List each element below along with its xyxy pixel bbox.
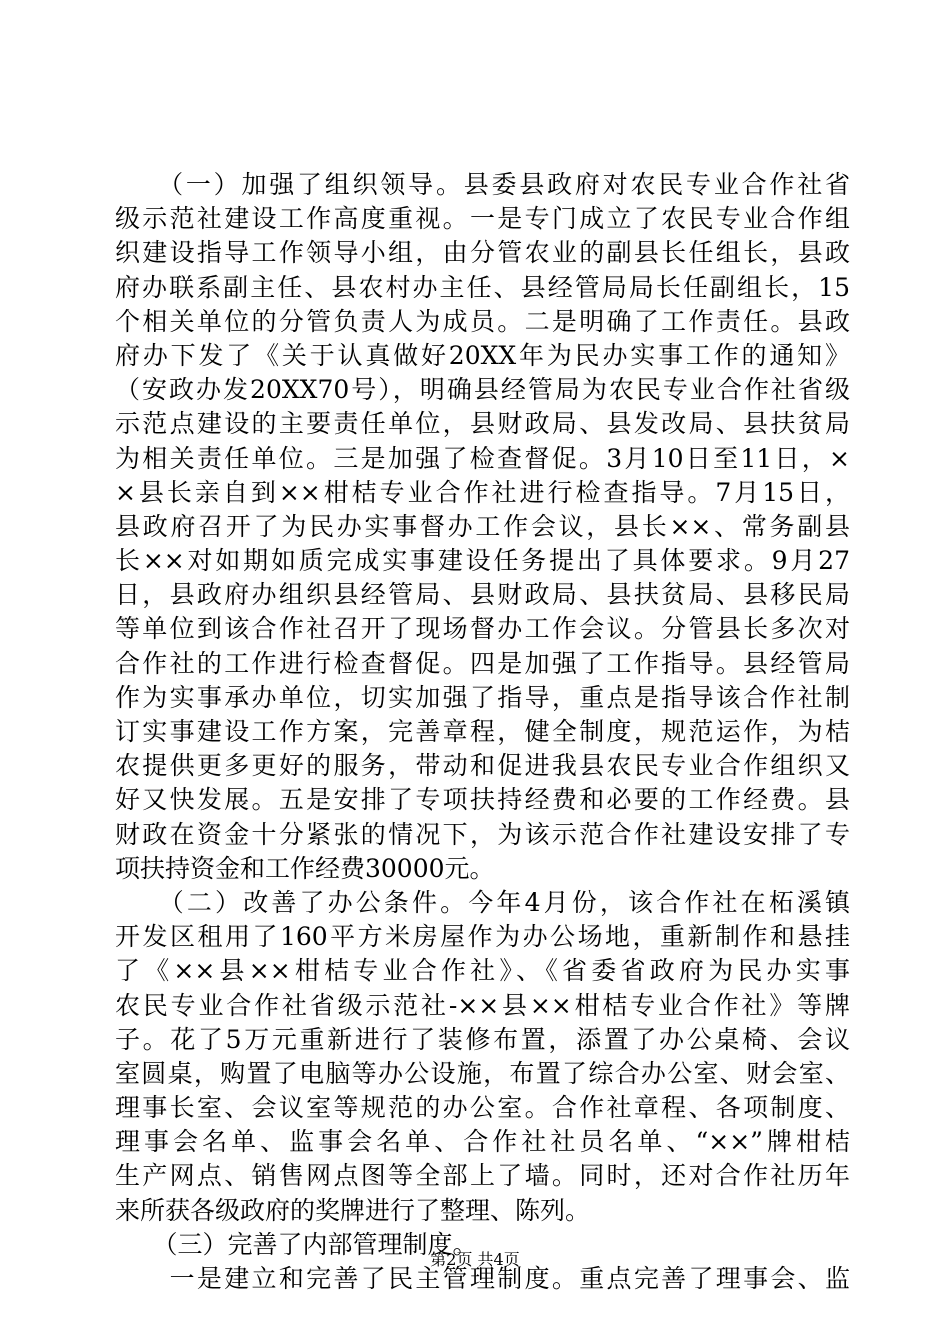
text-line: 理事会名单、监事会名单、合作社社员名单、“××”牌柑桔	[115, 1127, 850, 1157]
page-footer: 第2页 共4页	[430, 1250, 520, 1269]
text-line: 室圆桌，购置了电脑等办公设施，布置了综合办公室、财会室、	[115, 1058, 850, 1088]
text-line: 来所获各级政府的奖牌进行了整理、陈列。	[115, 1195, 591, 1225]
text-line: 日，县政府办组织县经管局、县财政局、县扶贫局、县移民局	[115, 580, 850, 610]
text-line: 了《××县××柑桔专业合作社》、《省委省政府为民办实事	[115, 956, 850, 986]
text-line: （三）完善了内部管理制度。	[115, 1229, 478, 1259]
text-line: 府办联系副主任、县农村办主任、县经管局局长任副组长，15	[115, 272, 850, 302]
text-line: 个相关单位的分管负责人为成员。二是明确了工作责任。县政	[115, 306, 850, 336]
text-line: 财政在资金十分紧张的情况下，为该示范合作社建设安排了专	[115, 819, 850, 849]
text-line: 级示范社建设工作高度重视。一是专门成立了农民专业合作组	[115, 204, 850, 234]
text-line: 为相关责任单位。三是加强了检查督促。3月10日至11日，×	[115, 443, 850, 473]
text-line: 合作社的工作进行检查督促。四是加强了工作指导。县经管局	[115, 648, 850, 678]
text-line: 示范点建设的主要责任单位，县财政局、县发改局、县扶贫局	[115, 409, 850, 439]
text-line: 好又快发展。五是安排了专项扶持经费和必要的工作经费。县	[115, 785, 850, 815]
text-line: 作为实事承办单位，切实加强了指导，重点是指导该合作社制	[115, 682, 850, 712]
text-line: 长××对如期如质完成实事建设任务提出了具体要求。9月27	[115, 546, 850, 576]
text-line: 等单位到该合作社召开了现场督办工作会议。分管县长多次对	[115, 614, 850, 644]
text-line: 理事长室、会议室等规范的办公室。合作社章程、各项制度、	[115, 1093, 850, 1123]
text-line: 生产网点、销售网点图等全部上了墙。同时，还对合作社历年	[115, 1161, 850, 1191]
text-line: （二）改善了办公条件。今年4月份，该合作社在柘溪镇	[115, 887, 850, 917]
text-line: 项扶持资金和工作经费30000元。	[115, 853, 495, 883]
text-line: 织建设指导工作领导小组，由分管农业的副县长任组长，县政	[115, 238, 850, 268]
text-line: 子。花了5万元重新进行了装修布置，添置了办公桌椅、会议	[115, 1024, 850, 1054]
text-line: 农民专业合作社省级示范社-××县××柑桔专业合作社》等牌	[115, 990, 850, 1020]
text-line: 一是建立和完善了民主管理制度。重点完善了理事会、监	[115, 1264, 850, 1293]
text-line: （一）加强了组织领导。县委县政府对农民专业合作社省	[115, 170, 850, 199]
text-line: 县政府召开了为民办实事督办工作会议，县长××、常务副县	[115, 511, 850, 541]
document-body	[115, 168, 850, 1296]
text-line: ×县长亲自到××柑桔专业合作社进行检查指导。7月15日，	[115, 477, 850, 507]
text-line: 订实事建设工作方案，完善章程，健全制度，规范运作，为桔	[115, 717, 850, 746]
text-line: 农提供更多更好的服务，带动和促进我县农民专业合作组织又	[115, 751, 850, 781]
text-line: （安政办发20XX70号），明确县经管局为农民专业合作社省级	[115, 375, 850, 405]
text-line: 府办下发了《关于认真做好20XX年为民办实事工作的通知》	[115, 340, 850, 370]
text-line: 开发区租用了160平方米房屋作为办公场地，重新制作和悬挂	[115, 922, 850, 952]
